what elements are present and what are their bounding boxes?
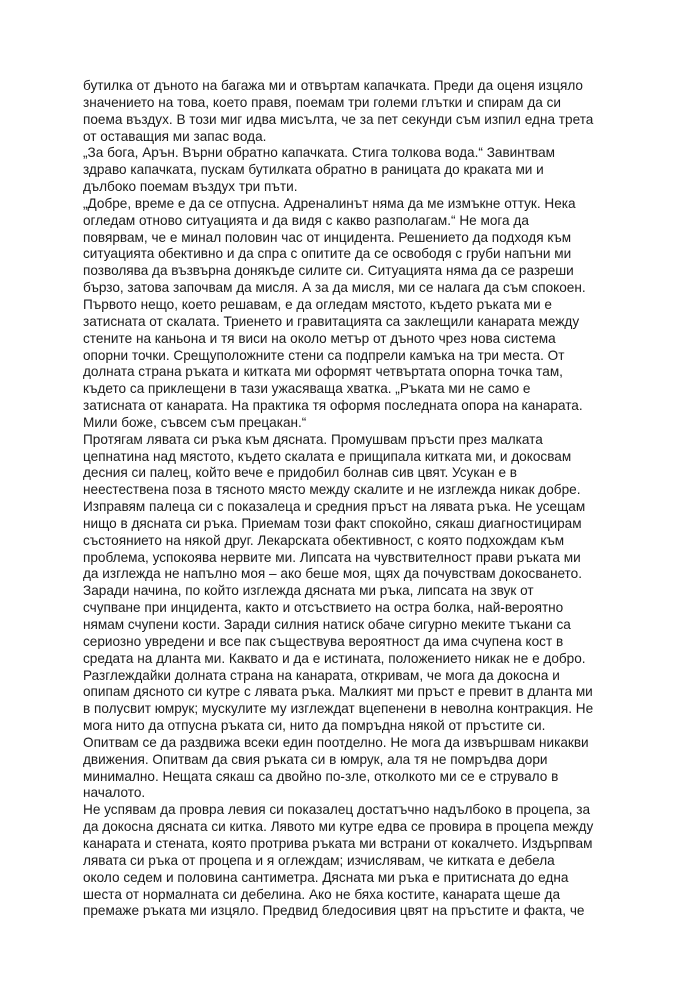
text-line: от оставащия ми запас вода. [83,128,267,144]
text-line: да докосна дясната си китка. Лявото ми кутре едва се провира в процепа между [83,819,594,835]
text-line: опорни точки. Срещуположните стени са подпрели камъка на три места. От [83,347,565,363]
text-line: минимално. Нещата сякаш са двойно по-зле, отколкото ми се е струвало в [83,768,559,784]
text-line: Не успявам да провра левия си показалец достатъчно надълбоко в процепа, за [83,802,591,818]
text-line: значението на това, което правя, поемам три големи глътки и спирам да си [83,94,562,110]
text-line: затисната от канарата. На практика тя оформя последната опора на канарата. [83,398,583,414]
text-line: Опитвам се да раздвижа всеки един поотделно. Не мога да извършвам никакви [83,734,589,750]
body-text [83,78,623,920]
text-line: Изправям палеца си с показалеца и средния пръст на лявата ръка. Не усещам [83,499,586,515]
text-line: позволява да възвърна донякъде силите си. Ситуацията няма да се разреши [83,263,574,279]
text-line: повярвам, че е минал половин час от инцидента. Решението да подходя към [83,229,572,245]
text-line: Заради начина, по който изглежда дясната ми ръка, липсата на звук от [83,583,534,599]
text-line: нищо в дясната си ръка. Приемам този факт спокойно, сякаш диагностицирам [83,515,582,531]
text-line: огледам отново ситуацията и да видя с какво разполагам.“ Не мога да [83,212,529,228]
text-line: лявата си ръка от процепа и я оглеждам; изчислявам, че китката е дебела [83,852,555,868]
text-line: началото. [83,785,146,801]
text-line: дълбоко поемам въздух три пъти. [83,179,298,195]
text-line: средата на дланта ми. Каквато и да е истината, положението никак не е добро. [83,650,586,666]
text-line: канарата и стената, която протрива ръката ми встрани от кокалчето. Издърпвам [83,835,593,851]
text-line: бързо, затова започвам да мисля. А за да мисля, ми се налага да съм спокоен. [83,280,586,296]
text-line: шеста от нормалната си дебелина. Ако не бяха костите, канарата щеше да [83,886,561,902]
text-line: състоянието на някой друг. Лекарската обективност, с която подхождам към [83,532,565,548]
text-line: десния си палец, който вече е придобил болнав сив цвят. Усукан е в [83,465,518,481]
text-line: Протягам лявата си ръка към дясната. Промушвам пръсти през малката [83,431,543,447]
text-line: поема въздух. В този миг идва мисълта, че за пет секунди съм изпил една трета [83,111,594,127]
text-line: цепнатина над мястото, където скалата е прищипала китката ми, и докосвам [83,448,572,464]
text-line: където са приклещени в тази ужасяваща хватка. „Ръката ми не само е [83,381,531,397]
text-line: Мили боже, съвсем съм прецакан.“ [83,414,307,430]
text-line: долната страна ръката и китката ми оформят четвъртата опорна точка там, [83,364,563,380]
text-line: „Добре, време е да се отпусна. Адреналинът няма да ме измъкне оттук. Нека [83,195,576,211]
text-line: неестествена поза в тясното място между скалите и не изглежда никак добре. [83,482,581,498]
text-line: здраво капачката, пускам бутилката обратно в раницата до краката ми и [83,162,544,178]
text-line: в полусвит юмрук; мускулите му изглеждат вцепенени в неволна контракция. Не [83,701,594,717]
text-line: мога нито да отпусна ръката си, нито да помръдна някой от пръстите си. [83,718,546,734]
text-line: движения. Опитвам да свия ръката си в юмрук, ала тя не помръдва дори [83,751,548,767]
text-line: около седем и половина сантиметра. Дясната ми ръка е притисната до една [83,869,569,885]
text-line: проблема, успокоява нервите ми. Липсата на чувствителност прави ръката ми [83,549,581,565]
text-line: бутилка от дъното на багажа ми и отвъртам капачката. Преди да оценя изцяло [83,78,583,93]
text-line: „За бога, Арън. Върни обратно капачката. Стига толкова вода.“ Завинтвам [83,145,555,161]
text-line: да изглежда не напълно моя – ако беше моя, щях да почувствам докосването. [83,566,582,582]
text-line: опипам дясното си кутре с лявата ръка. Малкият ми пръст е превит в дланта ми [83,684,593,700]
text-line: Разглеждайки долната страна на канарата, откривам, че мога да докосна и [83,667,560,683]
text-line: стените на каньона и тя виси на около метър от дъното чрез нова система [83,330,556,346]
text-line: сериозно увредени и все пак съществува вероятност да има счупена кост в [83,633,564,649]
text-line: затисната от скалата. Триенето и гравитацията са заклещили канарата между [83,313,580,329]
text-line: ситуацията обективно и да спра с опитите да се освободя с груби напъни ми [83,246,572,262]
text-line: премаже ръката ми изцяло. Предвид бледосивия цвят на пръстите и факта, че [83,903,585,919]
text-line: нямам счупени кости. Заради силния натиск обаче сигурно мекитe тъкани са [83,617,571,632]
text-line: Първото нещо, което решавам, е да огледам мястото, където ръката ми е [83,296,552,312]
text-line: счупване при инцидента, както и отсъствието на остра болка, най-вероятно [83,600,564,616]
